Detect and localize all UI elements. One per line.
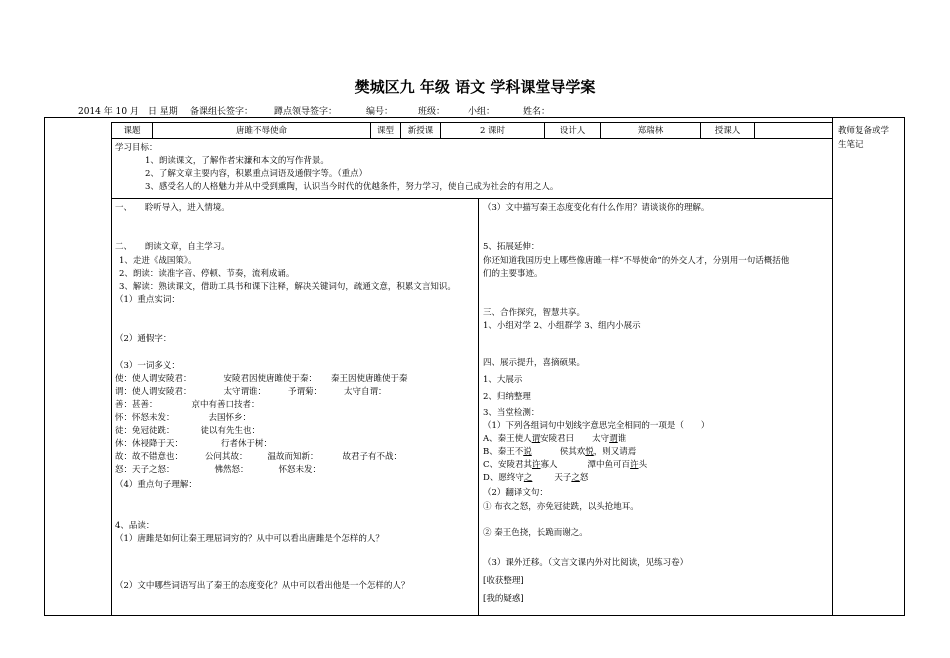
polysemy-row: 谓：使人谓安陵君： 太守谓谁： 予谓菊： 太守自谓：: [115, 387, 387, 397]
question-2: （2）文中哪些词语写出了秦王的态度变化？从中可以看出他是一个怎样的人？: [115, 581, 410, 591]
translate-heading: （2）翻译文句：: [483, 488, 548, 498]
question-3: （3）文中描写秦王态度变化有什么作用？请谈谈你的理解。: [483, 203, 710, 213]
goals-heading: 学习目标：: [115, 143, 158, 153]
quiz-option-c: C、安陵君其许寡人 潭中鱼可百许头: [483, 460, 648, 470]
section-5: 5、拓展延伸：: [483, 242, 540, 252]
polysemy-row: 怒：天子之怒： 怫然怒： 怀怒未发：: [115, 465, 322, 475]
topic-label: 课题: [123, 126, 141, 136]
page-title: 樊城区九 年级 语文 学科课堂导学案: [354, 78, 596, 96]
designer-value: 郑瑞林: [637, 126, 664, 136]
hours-value: 2 课时: [479, 126, 506, 136]
polysemy-row: 善：甚善： 京中有善口技者：: [115, 400, 260, 410]
teacher-label: 授课人: [714, 126, 741, 136]
quiz-option-d: D、愿终守之 天子之怒: [483, 473, 589, 483]
section-3: 三、合作探究，智慧共享。: [483, 308, 586, 318]
date-field: 2014 年 10 月 日 星期: [78, 107, 178, 117]
polysemy-row: 徒：免冠徒跣： 徒以有先生也：: [115, 426, 261, 436]
polysemy-row: 使：使人谓安陵君： 安陵君因使唐雎使于秦： 秦王因使唐雎使于秦: [115, 374, 408, 384]
section-2-item: 1、走进《战国策》。: [119, 256, 197, 266]
goal-item: 3、感受名人的人格魅力并从中受到熏陶，认识当今时代的优越条件，努力学习，使自己成为社会的有用之人。: [145, 182, 559, 192]
step-3: 3、当堂检测：: [483, 408, 540, 418]
goal-item: 2、了解文章主要内容，积累重点词语及通假字等。（重点）: [145, 169, 368, 179]
side-note-line1: 教师复备或学: [838, 126, 890, 136]
step-1: 1、大展示: [483, 375, 523, 385]
quiz-option-b: B、秦王不说 侯其欢悦，则又请焉: [483, 447, 637, 457]
doubt-label: [我的疑惑]: [483, 594, 524, 604]
sentence-heading: （4）重点句子理解：: [115, 480, 197, 490]
type-value: 新授课: [407, 126, 434, 136]
polysemy-heading: （3）一词多义：: [115, 361, 180, 371]
translate-sentence-2: ② 秦王色挠，长跪而谢之。: [483, 528, 588, 538]
harvest-label: [收获整理]: [483, 576, 524, 586]
polysemy-row: 怀：怀怒未发： 去国怀乡：: [115, 413, 252, 423]
section-3-text: 1、小组对学 2、小组群学 3、组内小展示: [483, 321, 641, 331]
section-4-right: 四、展示提升，喜摘硕果。: [483, 358, 586, 368]
section-5-text: 们的主要事迹。: [483, 269, 543, 279]
side-note-line2: 生笔记: [838, 140, 864, 150]
step-2: 2、归纳整理: [483, 392, 531, 402]
section-2-item: 3、解读：熟读课文，借助工具书和课下注释，解决关键词句，疏通文意，积累文言知识。: [119, 282, 456, 292]
section-4: 4、品读：: [115, 521, 155, 531]
extension-task: （3）课外迁移。（文言文课内外对比阅读，见练习卷）: [483, 558, 689, 568]
goal-item: 1、朗读课文，了解作者宋濂和本文的写作背景。: [145, 156, 329, 166]
class-field: 班级：: [418, 107, 446, 117]
tongjia-heading: （2）通假字：: [115, 334, 172, 344]
name-field: 姓名：: [523, 107, 551, 117]
question-1: （1）唐雎是如何让秦王理屈词穷的？从中可以看出唐雎是个怎样的人？: [115, 534, 384, 544]
section-5-text: 你还知道我国历史上哪些像唐雎一样“不辱使命”的外交人才，分别用一句话概括他: [483, 256, 790, 266]
designer-label: 设计人: [559, 126, 586, 136]
section-2: 二、 朗读文章，自主学习。: [115, 242, 230, 252]
key-words-heading: （1）重点实词：: [115, 295, 180, 305]
teacher-value: [755, 124, 832, 139]
leader-sign-field: 备课组长签字：: [190, 107, 254, 117]
polysemy-row: 故：故不错意也： 公问其故： 温故而知新： 故君子有不战：: [115, 452, 403, 462]
translate-sentence-1: ① 布衣之怒，亦免冠徒跣，以头抢地耳。: [483, 502, 639, 512]
polysemy-row: 休：休祲降于天： 行者休于树：: [115, 439, 273, 449]
type-label: 课型: [376, 126, 394, 136]
leader2-sign-field: 蹲点领导签字：: [274, 107, 338, 117]
quiz-option-a: A、秦王使人谓安陵君曰 太守谓谁: [483, 434, 627, 444]
section-1: 一、 聆听导入，进入情境。: [115, 203, 230, 213]
topic-value: 唐雎不辱使命: [235, 126, 287, 136]
quiz-question: （1）下列各组词句中划线字意思完全相同的一项是（ ）: [483, 421, 710, 431]
group-field: 小组：: [468, 107, 496, 117]
section-2-item: 2、朗读：读准字音、停顿、节奏，流利成诵。: [119, 269, 295, 279]
number-field: 编号：: [366, 107, 394, 117]
